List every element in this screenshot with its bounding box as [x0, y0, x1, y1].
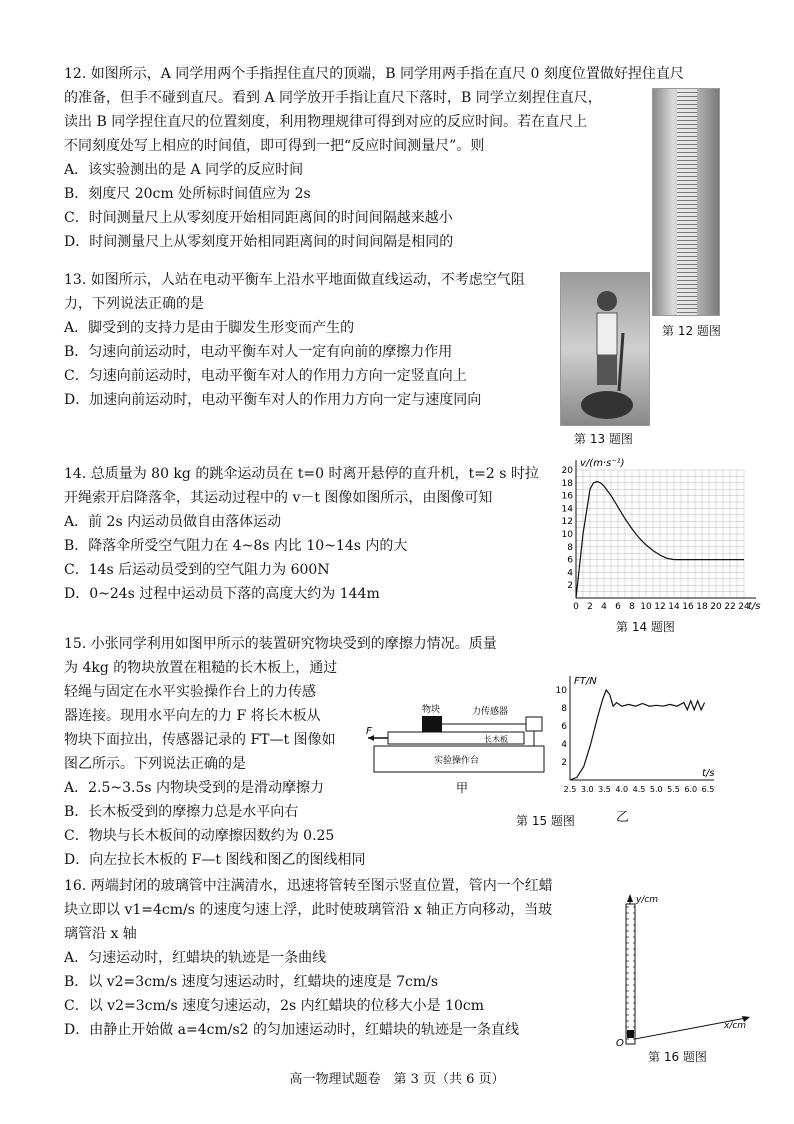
x-tick-label: 6.0	[684, 785, 698, 794]
label-sensor: 力传感器	[472, 707, 509, 717]
x-tick-label: 3.0	[580, 785, 594, 794]
q13-caption: 第 13 题图	[574, 432, 633, 446]
x-tick-label: 4	[601, 602, 607, 612]
y-tick-label: 8	[567, 542, 573, 553]
y-tick-label: 6	[561, 722, 567, 732]
x-tick-label: 6.5	[701, 785, 715, 794]
x-tick-label: 14	[668, 602, 680, 612]
label-board: 长木板	[484, 735, 508, 744]
series-line	[570, 690, 705, 780]
q15-option-d: D．向左拉长木板的 F—t 图线和图乙的图线相同	[64, 852, 366, 868]
y-tick-label: 16	[561, 491, 573, 502]
x-axis-label: t/s	[748, 601, 761, 612]
q13-line: 力，下列说法正确的是	[64, 296, 204, 312]
x-tick-label: 10	[640, 602, 652, 612]
q16-line: 璃管沿 x 轴	[64, 926, 137, 942]
y-tick-label: 6	[567, 555, 573, 566]
q15-line: 物块下面拉出，传感器记录的 FT—t 图像如	[64, 732, 336, 748]
y-tick-label: 2	[561, 758, 567, 768]
label-block: 物块	[422, 705, 441, 715]
x-tick-label: 4.5	[632, 785, 646, 794]
q13-option-b: B．匀速向前运动时，电动平衡车对人一定有向前的摩擦力作用	[64, 344, 453, 360]
block	[422, 716, 442, 732]
x-tick-label: 5.0	[649, 785, 663, 794]
q12-caption: 第 12 题图	[662, 324, 721, 338]
balance-scooter-photo	[560, 272, 650, 426]
y-tick-label: 10	[555, 686, 567, 696]
y-tick-label: 4	[567, 568, 573, 579]
question-12	[64, 62, 684, 254]
q16-option-b: B．以 v2=3cm/s 速度匀速运动时，红蜡块的速度是 7cm/s	[64, 974, 439, 990]
q16-line: 16. 两端封闭的玻璃管中注满清水，迅速将管转至图示竖直位置，管内一个红蜡	[64, 878, 553, 894]
x-tick-label: 22	[724, 602, 736, 612]
x-tick-label: 12	[654, 602, 666, 612]
q12-line: 的准备，但手不碰到直尺。看到 A 同学放开手指让直尺下落时，B 同学立刻捏住直尺，	[64, 90, 602, 106]
q14-option-b: B．降落伞所受空气阻力在 4~8s 内比 10~14s 内的大	[64, 538, 408, 554]
q12-option-d: D．时间测量尺上从零刻度开始相同距离间的时间间隔是相同的	[64, 234, 454, 250]
q14-line: 开绳索开启降落伞，其运动过程中的 v－t 图像如图所示，由图像可知	[64, 490, 493, 506]
y-tick-label: 12	[561, 517, 573, 528]
ruler-photo	[652, 88, 720, 316]
x-tick-label: 18	[696, 602, 708, 612]
y-tick-label: 14	[561, 504, 573, 515]
label-origin: O	[616, 1038, 624, 1049]
q13-option-d: D．加速向前运动时，电动平衡车对人的作用力方向一定与速度同向	[64, 392, 482, 408]
q16-line: 块立即以 v1=4cm/s 的速度匀速上浮，此时使玻璃管沿 x 轴正方向移动，当玻	[64, 902, 553, 918]
x-tick-label: 2	[587, 602, 593, 612]
x-tick-label: 8	[629, 602, 635, 612]
q14-option-a: A．前 2s 内运动员做自由落体运动	[64, 514, 282, 530]
q15-option-a: A．2.5~3.5s 内物块受到的是滑动摩擦力	[64, 780, 325, 796]
q15-option-b: B．长木板受到的摩擦力总是水平向右	[64, 804, 299, 820]
q15-line: 轻绳与固定在水平实验操作台上的力传感	[64, 684, 316, 700]
x-tick-label: 20	[710, 602, 722, 612]
q12-line: 读出 B 同学捏住直尺的位置刻度，利用物理规律可得到对应的反应时间。若在直尺上	[64, 114, 588, 130]
q15-line: 器连接。现用水平向左的力 F 将长木板从	[64, 708, 321, 724]
x-axis-label: t/s	[702, 768, 715, 779]
x-tick-label: 5.5	[667, 785, 680, 794]
x-tick-label: 24	[738, 602, 750, 612]
y-tick-label: 10	[561, 530, 573, 540]
q13-option-a: A．脚受到的支持力是由于脚发生形变而产生的	[64, 320, 355, 336]
q14-option-d: D．0~24s 过程中运动员下落的高度大约为 144m	[64, 586, 380, 602]
question-16	[64, 874, 553, 1042]
y-tick-label: 18	[561, 478, 573, 489]
q16-caption: 第 16 题图	[648, 1050, 707, 1064]
q12-option-c: C．时间测量尺上从零刻度开始相同距离间的时间间隔越来越小	[64, 210, 453, 226]
q14-option-c: C．14s 后运动员受到的空气阻力为 600N	[64, 562, 330, 578]
q12-option-a: A．该实验测出的是 A 同学的反应时间	[64, 162, 304, 178]
q15-line: 图乙所示。下列说法正确的是	[64, 756, 246, 772]
label-jia: 甲	[456, 781, 469, 795]
label-force: F	[366, 726, 372, 737]
y-axis-label: v/(m·s⁻¹)	[580, 458, 625, 469]
page-footer: 高一物理试题卷 第 3 页（共 6 页）	[289, 1072, 505, 1087]
label-table: 实验操作台	[434, 756, 480, 766]
question-14	[64, 462, 539, 606]
q15-option-c: C．物块与长木板间的动摩擦因数约为 0.25	[64, 828, 335, 844]
ft-chart	[548, 668, 718, 800]
x-tick-label: 2.5	[563, 785, 577, 794]
q12-option-b: B．刻度尺 20cm 处所标时间值应为 2s	[64, 186, 311, 202]
vt-chart	[540, 454, 776, 618]
q16-option-a: A．匀速运动时，红蜡块的轨迹是一条曲线	[64, 950, 327, 966]
label-yi: 乙	[616, 810, 630, 825]
q14-line: 14. 总质量为 80 kg 的跳伞运动员在 t=0 时离开悬停的直升机，t=2 s 时拉	[64, 466, 539, 482]
q16-option-d: D．由静止开始做 a=4cm/s2 的匀加速运动时，红蜡块的轨迹是一条直线	[64, 1022, 520, 1038]
scooter-rider-icon	[561, 273, 649, 425]
q13-option-c: C．匀速向前运动时，电动平衡车对人的作用力方向一定竖直向上	[64, 368, 467, 384]
glass-tube-diagram	[606, 890, 756, 1050]
x-tick-label: 16	[682, 602, 694, 612]
q15-line: 为 4kg 的物块放置在粗糙的长木板上，通过	[64, 660, 338, 676]
q13-line: 13. 如图所示，人站在电动平衡车上沿水平地面做直线运动，不考虑空气阻	[64, 272, 525, 288]
q12-line: 不同刻度处写上相应的时间值，即可得到一把“反应时间测量尺”。则	[64, 138, 485, 154]
x-tick-label: 0	[573, 602, 579, 612]
x-tick-label: 3.5	[598, 785, 611, 794]
q15-line: 15. 小张同学利用如图甲所示的装置研究物块受到的摩擦力情况。质量	[64, 636, 497, 652]
q16-option-c: C．以 v2=3cm/s 速度匀速运动，2s 内红蜡块的位移大小是 10cm	[64, 998, 485, 1014]
y-axis-label: FT/N	[574, 676, 597, 687]
friction-apparatus-diagram	[364, 700, 554, 796]
y-tick-label: 8	[561, 704, 567, 714]
red-wax-block	[627, 1030, 634, 1038]
q12-line: 12. 如图所示，A 同学用两个手指捏住直尺的顶端，B 同学用两手指在直尺 0 刻度位置做好捏住直尺	[64, 66, 684, 82]
label-y: y/cm	[636, 895, 659, 905]
x-tick-label: 4.0	[615, 785, 629, 794]
y-tick-label: 2	[567, 581, 573, 592]
y-tick-label: 20	[561, 466, 573, 476]
label-x: x/cm	[724, 1021, 747, 1031]
x-tick-label: 6	[615, 602, 621, 612]
y-tick-label: 4	[561, 740, 567, 750]
question-13	[64, 268, 525, 412]
force-sensor	[526, 717, 542, 731]
q15-caption: 第 15 题图	[516, 814, 575, 828]
q14-caption: 第 14 题图	[616, 620, 675, 634]
